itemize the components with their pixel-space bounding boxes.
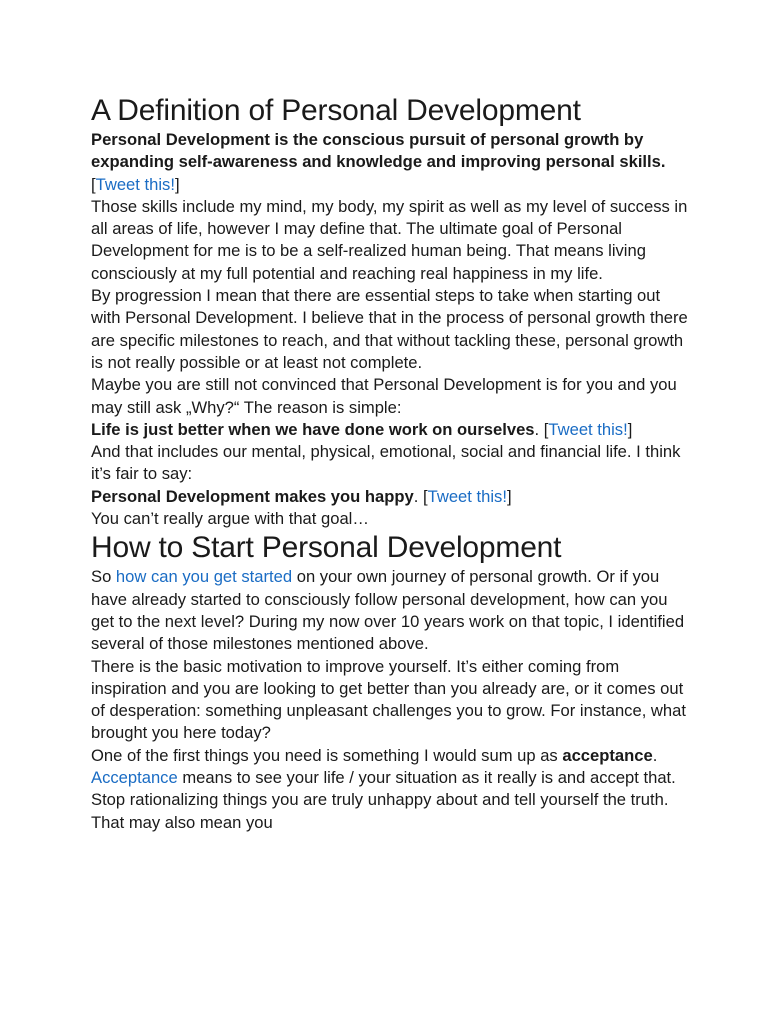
paragraph-goal: You can’t really argue with that goal… — [91, 509, 369, 529]
tweet-this-link[interactable]: Tweet this! — [427, 486, 507, 506]
section-heading-how-to-start: How to Start Personal Development — [91, 531, 562, 565]
acceptance-link[interactable]: Acceptance — [91, 768, 178, 788]
paragraph-why: Maybe you are still not convinced that Personal Development is for you and you may still ask „Why?“ The reason is simple: — [91, 375, 677, 417]
section-heading-definition: A Definition of Personal Development — [91, 94, 581, 127]
paragraph-skills: Those skills include my mind, my body, my spirit as well as my level of success in all areas of life, however I may define that. The ultimate goal of Personal Development for me is to be a self-realized human being. That means living consciously at my full potential and reaching real happiness in my life. — [91, 196, 688, 283]
tweet-bracket-close: ] — [174, 174, 180, 194]
tweet-this-link[interactable]: Tweet this! — [95, 174, 175, 194]
paragraph-get-started — [91, 566, 691, 655]
text-span: . — [652, 745, 658, 765]
article — [91, 93, 691, 834]
quote-life-better-bold: Life is just better when we have done work on ourselves — [91, 419, 535, 439]
tweet-bracket-open: . [ — [534, 419, 549, 439]
acceptance-bold: acceptance — [562, 745, 653, 765]
definition-paragraph — [91, 129, 691, 196]
paragraph-motivation: There is the basic motivation to improve yourself. It’s either coming from inspiration and you are looking to get better than you already are, or it comes out of desperation: something unpleasant challenges you to grow. For instance, what brought you here today? — [91, 656, 686, 743]
paragraph-includes: And that includes our mental, physical, emotional, social and financial life. I think it’s fair to say: — [91, 442, 681, 484]
tweet-bracket-close: ] — [627, 419, 633, 439]
tweet-bracket-open: . [ — [413, 486, 428, 506]
quote-makes-happy-bold: Personal Development makes you happy — [91, 486, 414, 506]
tweet-bracket-open: [ — [91, 174, 96, 194]
tweet-this-link[interactable]: Tweet this! — [548, 419, 628, 439]
paragraph-progression: By progression I mean that there are essential steps to take when starting out with Personal Development. I believe that in the process of personal growth there are specific milestones to reach, and that without tackling these, personal growth is not really possible or at least not complete. — [91, 286, 688, 372]
tweet-bracket-close: ] — [506, 486, 512, 506]
text-span: One of the first things you need is something I would sum up as — [91, 745, 563, 765]
text-span: on your own journey of personal growth. Or if you have already started to consciously follow personal development, how can you get to the next level? During my now over 10 years work on that topic, I identified several of those milestones mentioned above. — [91, 567, 685, 654]
paragraph-acceptance — [91, 745, 691, 834]
quote-life-better — [91, 419, 691, 441]
definition-bold-text: Personal Development is the conscious pursuit of personal growth by expanding self-awareness and knowledge and improving personal skills. — [91, 130, 666, 172]
text-span: means to see your life / your situation as it really is and accept that. Stop rationalizing things you are truly unhappy about and tell yourself the truth. That may also mean you — [91, 768, 676, 832]
how-can-you-get-started-link[interactable]: how can you get started — [115, 567, 293, 587]
text-span: So — [91, 567, 116, 587]
quote-makes-happy — [91, 486, 691, 508]
